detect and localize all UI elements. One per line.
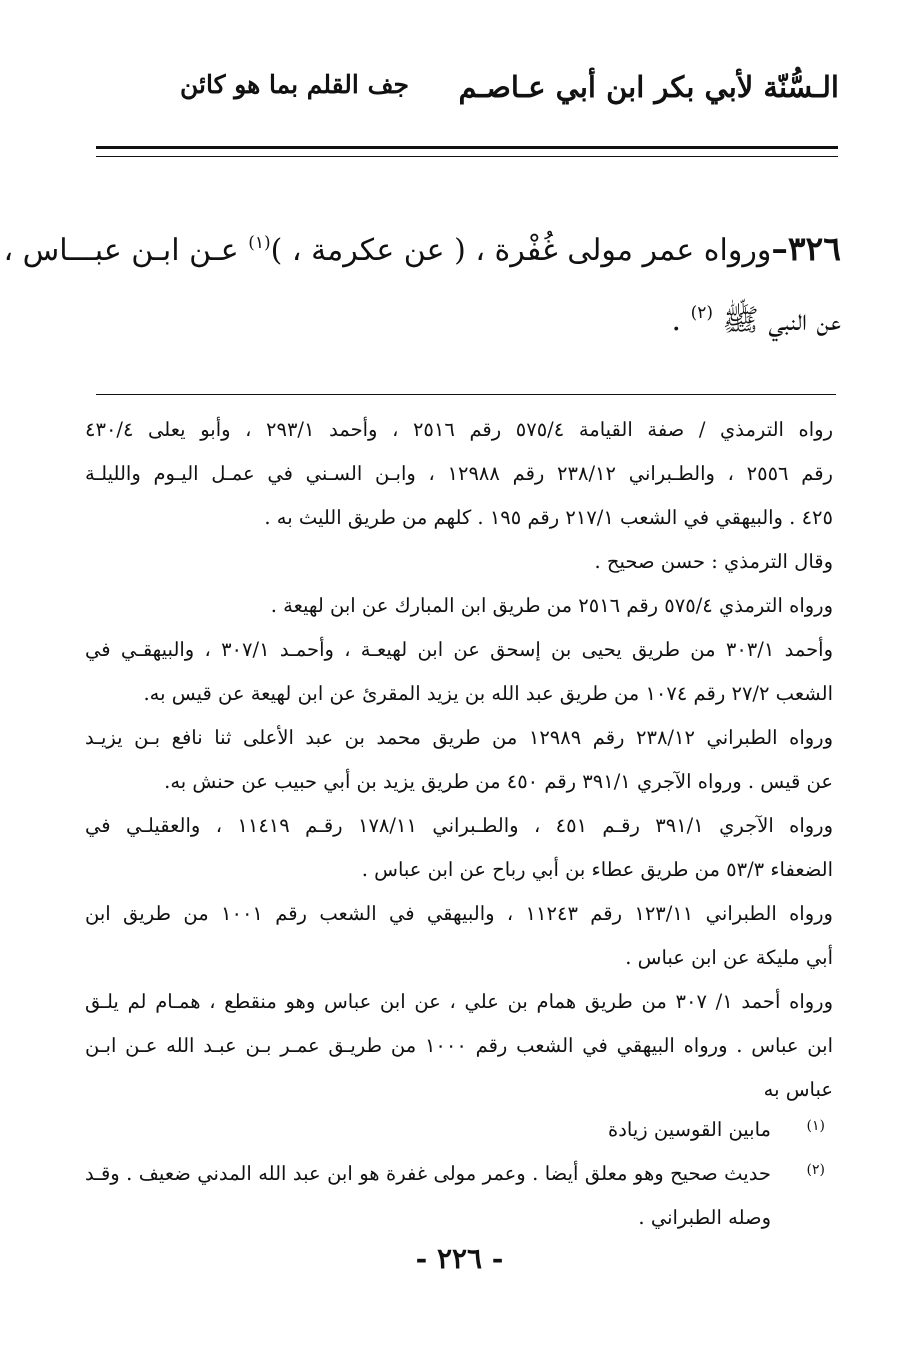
note-line: ورواه أحمد ١/ ٣٠٧ من طريق همام بن علي ، عن ابن عباس وهو منقطع ، همـام لم يلـق — [85, 990, 833, 1013]
note-line: ورواه الترمذي ٥٧٥/٤ رقم ٢٥١٦ من طريق ابن المبارك عن ابن لهيعة . — [270, 594, 833, 617]
takhrij-notes — [85, 408, 833, 1112]
note-line: ورواه الآجري ٣٩١/١ رقـم ٤٥١ ، والطـبراني ١٧٨/١١ رقـم ١١٤١٩ ، والعقيلـي في — [85, 814, 833, 837]
note-line: ٤٢٥ . والبيهقي في الشعب ٢١٧/١ رقم ١٩٥ . كلهم من طريق الليث به . — [264, 506, 833, 529]
note-line: عن قيس . ورواه الآجري ٣٩١/١ رقم ٤٥٠ من طريق يزيد بن أبي حبيب عن حنش به. — [164, 770, 833, 793]
note-line: أبي مليكة عن ابن عباس . — [625, 946, 833, 969]
note-line: ورواه الطبراني ٢٣٨/١٢ رقم ١٢٩٨٩ من طريق محمد بن عبد الأعلى ثنا نافع بـن يزيـد — [85, 726, 833, 749]
footnote-2-text-cont: وصله الطبراني . — [638, 1206, 771, 1229]
hadith-text — [3, 212, 841, 352]
footnote-separator — [96, 394, 836, 395]
note-line: رواه الترمذي / صفة القيامة ٥٧٥/٤ رقم ٢٥١٦ ، وأحمد ٢٩٣/١ ، وأبو يعلى ٤٣٠/٤ — [85, 418, 833, 441]
note-line: رقم ٢٥٥٦ ، والطـبراني ٢٣٨/١٢ رقم ١٢٩٨٨ ، وابـن السـني في عمـل اليـوم والليلـة — [85, 462, 833, 485]
note-line: وأحمد ٣٠٣/١ من طريق يحيى بن إسحق عن ابن لهيعـة ، وأحمـد ٣٠٧/١ ، والبيهقـي في — [85, 638, 833, 661]
book-title: الـسُّنّة لأبي بكر ابن أبي عـاصـم — [458, 70, 839, 104]
footnote-1 — [85, 1108, 833, 1152]
footnote-ref-2: (٢) — [690, 303, 713, 323]
note-line: الضعفاء ٥٣/٣ من طريق عطاء بن أبي رباح عن ابن عباس . — [361, 858, 833, 881]
footnote-2-text: حديث صحيح وهو معلق أيضا . وعمر مولى غفرة هو ابن عبد الله المدني ضعيف . وقـد — [85, 1162, 771, 1185]
footnote-1-text: مابين القوسين زيادة — [608, 1118, 771, 1141]
note-line: الشعب ٢٧/٢ رقم ١٠٧٤ من طريق عبد الله بن يزيد المقرئ عن ابن لهيعة عن قيس به. — [143, 682, 833, 705]
footnote-2-mark: (٢) — [806, 1162, 825, 1178]
hadith-line-2: عن النبي ﷺ $^{(٢)}$ . — [671, 303, 841, 338]
note-line: ورواه الطبراني ١٢٣/١١ رقم ١١٢٤٣ ، والبيهقي في الشعب رقم ١٠٠١ من طريق ابن — [85, 902, 833, 925]
hadith-line-1: ٣٢٦–ورواه عمر مولى غُفْرة ، ( عن عكرمة ، )$^{(١)}$ عـن ابـن عبـــاس ، — [3, 229, 841, 268]
note-line: عباس به — [763, 1078, 833, 1101]
footnote-1-mark: (١) — [806, 1118, 825, 1134]
hadith-number: ٣٢٦ — [787, 229, 841, 268]
header-rule-thick — [96, 146, 838, 149]
footnote-2 — [85, 1152, 833, 1240]
page-number: - ٢٢٦ - — [415, 1242, 504, 1275]
footnote-ref-1: (١) — [248, 233, 271, 253]
note-line: ابن عباس . ورواه البيهقي في الشعب رقم ١٠٠٠ من طريـق عمـر بـن عبـد الله عـن ابـن — [85, 1034, 833, 1057]
note-line: وقال الترمذي : حسن صحيح . — [594, 550, 833, 573]
header-rule-thin — [96, 156, 838, 157]
running-header — [90, 70, 839, 120]
chapter-title: جف القلم بما هو كائن — [180, 70, 409, 99]
